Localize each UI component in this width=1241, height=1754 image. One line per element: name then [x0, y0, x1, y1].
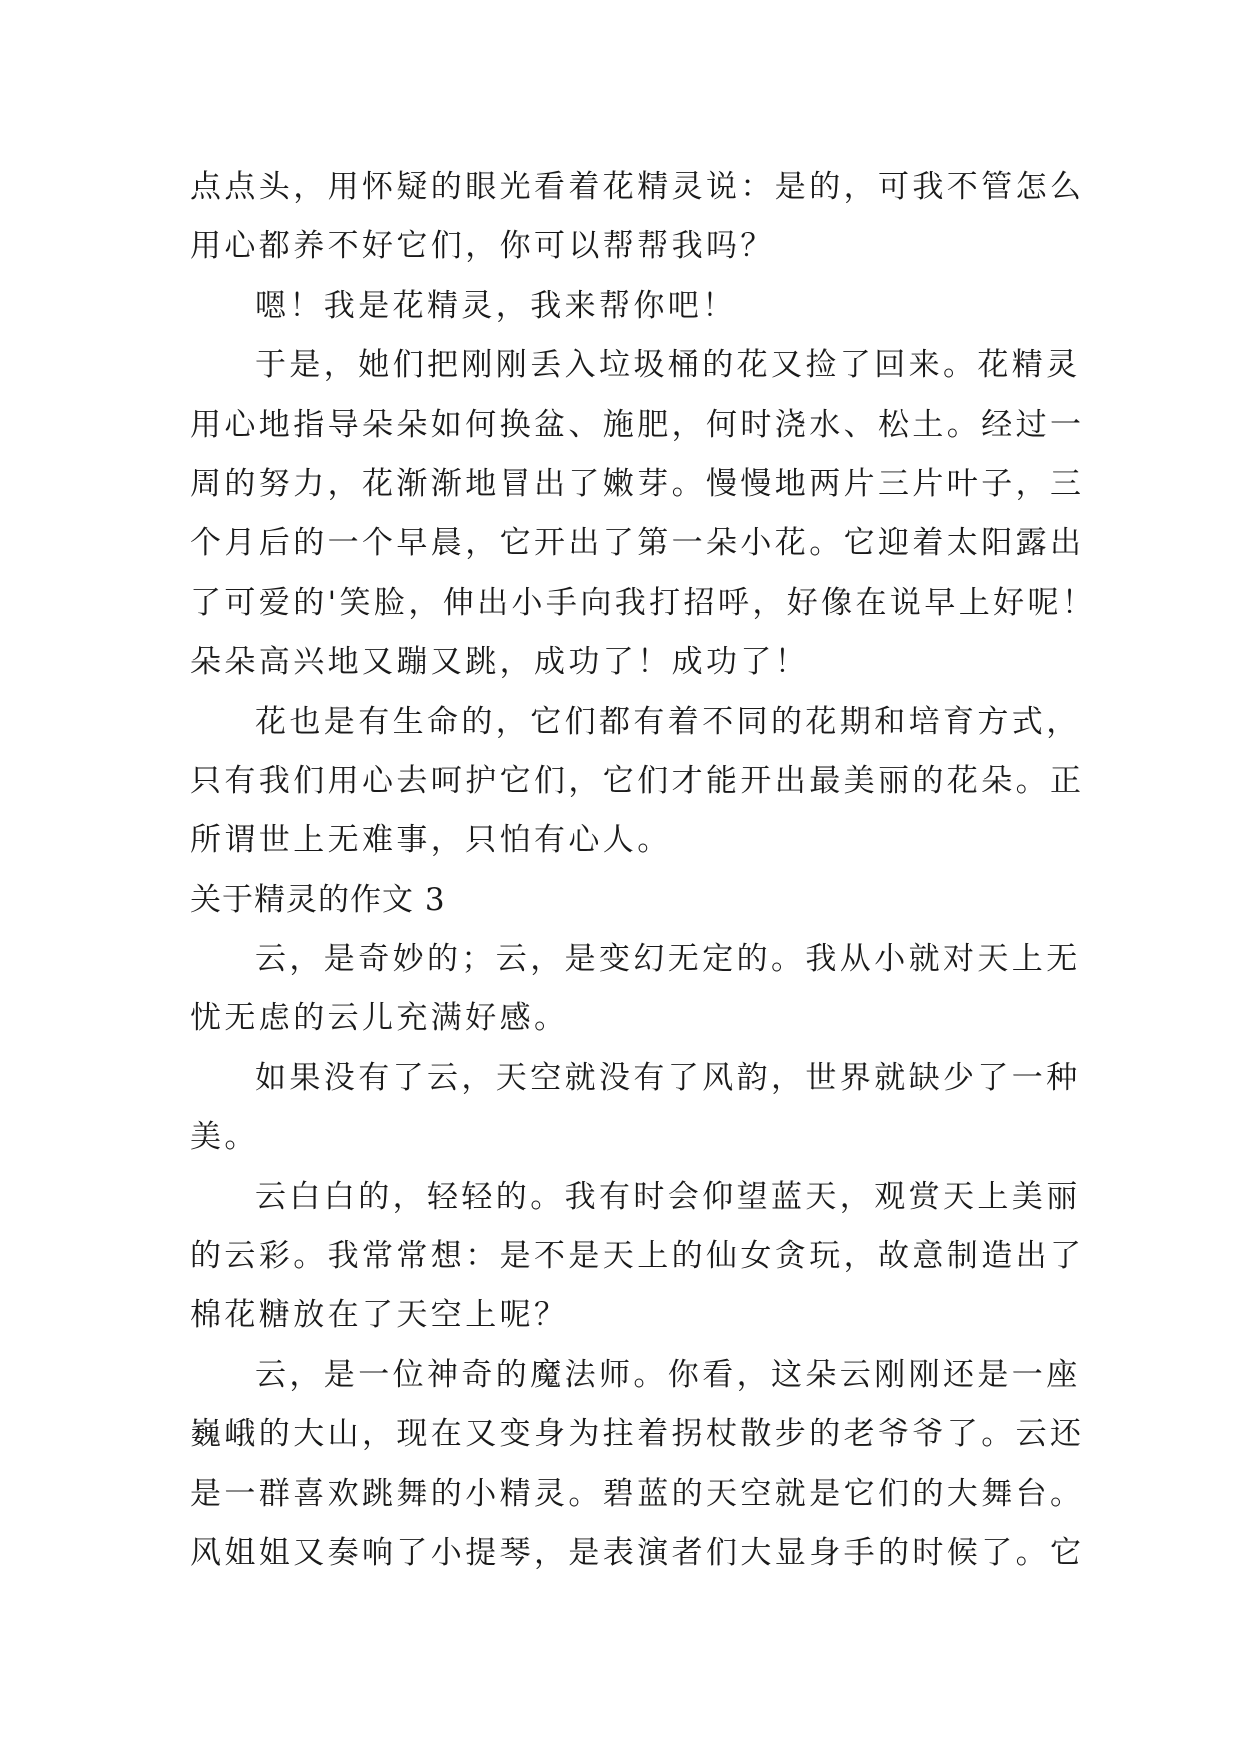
paragraph-start-line: 嗯！我是花精灵，我来帮你吧！ [255, 287, 737, 324]
paragraph-start-line: 如果没有了云，天空就没有了风韵，世界就缺少了一种 [255, 1059, 1081, 1096]
body-line: 个月后的一个早晨，它开出了第一朵小花。它迎着太阳露出 [190, 525, 1085, 562]
paragraph-start-line: 云白白的，轻轻的。我有时会仰望蓝天，观赏天上美丽 [255, 1178, 1081, 1215]
body-line: 所谓世上无难事，只怕有心人。 [190, 822, 672, 859]
body-line: 风姐姐又奏响了小提琴，是表演者们大显身手的时候了。它 [190, 1534, 1085, 1571]
body-line: 了可爱的'笑脸，伸出小手向我打招呼，好像在说早上好呢！ [190, 584, 1097, 621]
paragraph-start-line: 云，是奇妙的；云，是变幻无定的。我从小就对天上无 [255, 941, 1081, 978]
body-line: 用心都养不好它们，你可以帮帮我吗？ [190, 228, 775, 265]
body-line: 巍峨的大山，现在又变身为拄着拐杖散步的老爷爷了。云还 [190, 1416, 1085, 1453]
document-body [190, 158, 1097, 1583]
body-line: 用心地指导朵朵如何换盆、施肥，何时浇水、松土。经过一 [190, 406, 1085, 443]
body-line: 棉花糖放在了天空上呢？ [190, 1297, 569, 1334]
body-line: 美。 [190, 1119, 259, 1156]
body-line: 是一群喜欢跳舞的小精灵。碧蓝的天空就是它们的大舞台。 [190, 1475, 1085, 1512]
body-line: 的云彩。我常常想：是不是天上的仙女贪玩，故意制造出了 [190, 1238, 1085, 1275]
body-line: 周的努力，花渐渐地冒出了嫩芽。慢慢地两片三片叶子，三 [190, 465, 1085, 502]
paragraph-start-line: 云，是一位神奇的魔法师。你看，这朵云刚刚还是一座 [255, 1356, 1081, 1393]
paragraph-start-line: 花也是有生命的，它们都有着不同的花期和培育方式， [255, 703, 1081, 740]
body-line: 朵朵高兴地又蹦又跳，成功了！成功了！ [190, 644, 810, 681]
section-heading: 关于精灵的作文 3 [190, 881, 446, 918]
paragraph-start-line: 于是，她们把刚刚丢入垃圾桶的花又捡了回来。花精灵 [255, 347, 1081, 384]
body-line: 只有我们用心去呵护它们，它们才能开出最美丽的花朵。正 [190, 762, 1085, 799]
body-line: 点点头，用怀疑的眼光看着花精灵说：是的，可我不管怎么 [190, 169, 1085, 205]
body-line: 忧无虑的云儿充满好感。 [190, 1000, 569, 1037]
